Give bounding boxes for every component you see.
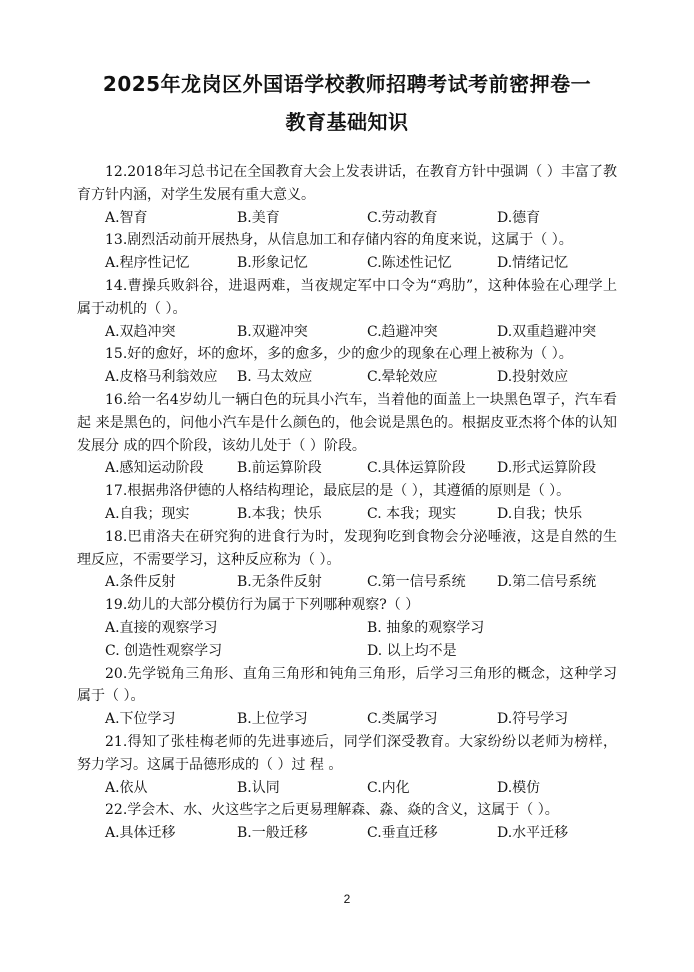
option-b: B.美育 [237, 209, 280, 226]
question-21: 21.得知了张桂梅老师的先进事迹后，同学们深受教育。大家纷纷以老师为榜样，努力学习。这属于品德形成的（ ）过 程 。 [77, 733, 617, 773]
option-b: B.双避冲突 [237, 323, 308, 340]
question-17: 17.根据弗洛伊德的人格结构理论，最底层的是（ ），其遵循的原则是（ ）。 [105, 483, 571, 500]
question-15: 15.好的愈好，坏的愈坏，多的愈多，少的愈少的现象在心理上被称为（ ）。 [105, 346, 573, 363]
option-b: B.本我；快乐 [237, 505, 322, 522]
option-c: C. 创造性观察学习 [105, 642, 223, 659]
question-12: 12.2018年习总书记在全国教育大会上发表讲话，在教育方针中强调（ ）丰富了教育方针内涵，对学生发展有重大意义。 [77, 164, 617, 203]
question-17-options [77, 503, 617, 526]
option-a: A.自我；现实 [105, 505, 190, 522]
question-list [77, 161, 617, 845]
question-19-options [77, 617, 617, 663]
option-c: C.陈述性记忆 [367, 255, 452, 272]
option-b: B.认同 [237, 779, 280, 796]
page-number: 2 [343, 892, 351, 906]
option-a: A.依从 [105, 779, 148, 796]
question-16-options [77, 457, 617, 480]
option-c: C.具体运算阶段 [367, 460, 466, 477]
question-21-options [77, 777, 617, 800]
option-b: B. 马太效应 [237, 369, 313, 386]
question-22: 22.学会木、水、火这些字之后更易理解森、淼、焱的含义，这属于（ ）。 [105, 802, 559, 819]
question-15-options [77, 366, 617, 389]
option-a: A.下位学习 [105, 711, 176, 728]
option-c: C.趋避冲突 [367, 323, 438, 340]
option-d: D. 以上均不是 [367, 642, 457, 659]
option-d: D.形式运算阶段 [497, 460, 597, 477]
option-c: C.晕轮效应 [367, 369, 438, 386]
option-a: A.具体迁移 [105, 825, 176, 842]
question-12-options [77, 207, 617, 230]
option-d: D.投射效应 [497, 369, 569, 386]
option-b: B. 抽象的观察学习 [367, 619, 485, 636]
option-d: D.第二信号系统 [497, 574, 597, 591]
option-a: A.条件反射 [105, 574, 176, 591]
question-16: 16.给一名4岁幼儿一辆白色的玩具小汽车，当着他的面盖上一块黑色罩子，汽车看起 来是黑色的，问他小汽车是什么颜色的，他会说是黑色的。根据皮亚杰将个体的认知发展分 成的四个阶段，该幼儿处于（ ）阶段。 [77, 391, 617, 454]
page-title: 2025年龙岗区外国语学校教师招聘考试考前密押卷一 [102, 72, 592, 96]
question-13: 13.剧烈活动前开展热身，从信息加工和存储内容的角度来说，这属于（ ）。 [105, 232, 573, 249]
question-14: 14.曹操兵败斜谷，进退两难，当夜规定军中口令为“鸡肋”，这种体验在心理学上属于动机的（ ）。 [77, 277, 617, 317]
option-b: B.前运算阶段 [237, 460, 322, 477]
question-18-options [77, 571, 617, 594]
option-c: C.类属学习 [367, 711, 438, 728]
option-d: D.自我；快乐 [497, 505, 583, 522]
option-c: C. 本我；现实 [367, 505, 457, 522]
question-22-options [77, 822, 617, 845]
option-d: D.水平迁移 [497, 825, 569, 842]
option-d: D.德育 [497, 209, 541, 226]
question-18: 18.巴甫洛夫在研究狗的进食行为时，发现狗吃到食物会分泌唾液，这是自然的生理反应，不需要学习，这种反应称为（ ）。 [77, 528, 617, 568]
option-d: D.模仿 [497, 779, 541, 796]
question-20-options [77, 708, 617, 731]
option-c: C.垂直迁移 [367, 825, 438, 842]
option-a: A.程序性记忆 [105, 255, 190, 272]
question-14-options [77, 321, 617, 344]
option-d: D.符号学习 [497, 711, 569, 728]
option-a: A.直接的观察学习 [105, 619, 218, 636]
option-b: B.一般迁移 [237, 825, 308, 842]
option-a: A.双趋冲突 [105, 323, 176, 340]
option-c: C.内化 [367, 779, 410, 796]
option-b: B.无条件反射 [237, 574, 322, 591]
option-d: D.情绪记忆 [497, 255, 569, 272]
question-13-options [77, 252, 617, 275]
page-subtitle: 教育基础知识 [285, 110, 409, 134]
option-c: C.劳动教育 [367, 209, 438, 226]
option-a: A.感知运动阶段 [105, 460, 204, 477]
option-d: D.双重趋避冲突 [497, 323, 597, 340]
option-b: B.上位学习 [237, 711, 308, 728]
option-a: A.皮格马利翁效应 [105, 369, 218, 386]
option-c: C.第一信号系统 [367, 574, 466, 591]
question-19: 19.幼儿的大部分模仿行为属于下列哪种观察?（ ） [105, 597, 420, 614]
question-20: 20.先学锐角三角形、直角三角形和钝角三角形，后学习三角形的概念，这种学习属于（ ）。 [77, 665, 617, 705]
option-b: B.形象记忆 [237, 255, 308, 272]
option-a: A.智育 [105, 209, 148, 226]
